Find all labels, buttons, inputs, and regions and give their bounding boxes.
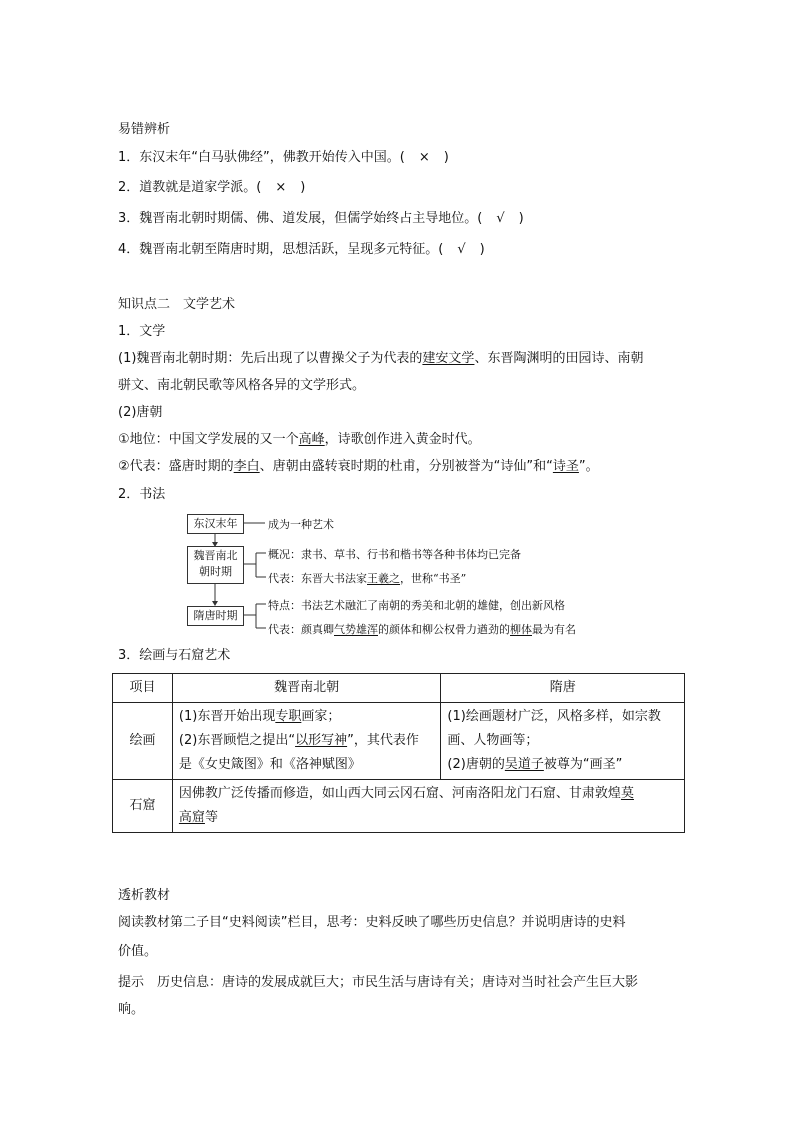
section-title: 知识点二 文学艺术 (118, 297, 236, 312)
cell-grotto: 因佛教广泛传播而修造，如山西大同云冈石窟、河南洛阳龙门石窟、甘肃敦煌莫 高窟等 (172, 780, 684, 833)
wei-jin-literature-line1: (1)魏晋南北朝时期：先后出现了以曹操父子为代表的建安文学、东晋陶渊明的田园诗、南朝 (118, 351, 644, 366)
box1-description: 成为一种艺术 (268, 518, 334, 531)
textbook-title: 透析教材 (118, 888, 171, 903)
box-sui-tang: 隋唐时期 (187, 606, 244, 626)
cell-suitang-painting: (1)绘画题材广泛，风格多样，如宗教 画、人物画等； (2)唐朝的吴道子被尊为“画圣” (441, 703, 685, 780)
table-header: 项目 (113, 674, 173, 703)
cross-mark: × (275, 180, 287, 195)
textbook-answer-line1: 提示 历史信息：唐诗的发展成就巨大；市民生活与唐诗有关；唐诗对当时社会产生巨大影 (118, 975, 639, 990)
errors-title: 易错辨析 (118, 122, 171, 137)
wei-jin-literature-line2: 骈文、南北朝民歌等风格各异的文学形式。 (118, 378, 366, 393)
cell-weijin-painting: (1)东晋开始出现专职画家； (2)东晋顾恺之提出“以形写神”，其代表作 是《女史箴图》和《洛神赋图》 (172, 703, 441, 780)
row-label-painting: 绘画 (113, 703, 173, 780)
textbook-answer-line2: 响。 (118, 1002, 145, 1017)
table-row-grotto (113, 780, 685, 833)
box2-overview: 概况：隶书、草书、行书和楷书等各种书体均已完备 (268, 548, 521, 561)
box2-representative: 代表：东晋大书法家王羲之，世称“书圣” (268, 572, 467, 585)
box3-representative: 代表：颜真卿气势雄浑的颜体和柳公权骨力遒劲的柳体最为有名 (268, 623, 576, 636)
table-row-painting (113, 703, 685, 780)
error-item-3: 3．魏晋南北朝时期儒、佛、道发展，但儒学始终占主导地位。( √ ) (118, 211, 524, 226)
check-mark: √ (457, 242, 466, 257)
tang-representatives: ②代表：盛唐时期的李白、唐朝由盛转衰时期的杜甫，分别被誉为“诗仙”和“诗圣”。 (118, 459, 599, 474)
table-header: 魏晋南北朝 (172, 674, 441, 703)
check-mark: √ (496, 211, 505, 226)
table-header-row (113, 674, 685, 703)
tang-status: ①地位：中国文学发展的又一个高峰，诗歌创作进入黄金时代。 (118, 432, 481, 447)
row-label-grotto: 石窟 (113, 780, 173, 833)
subsection-calligraphy: 2．书法 (118, 487, 166, 502)
textbook-question-line2: 价值。 (118, 944, 158, 959)
box-wei-jin: 魏晋南北 朝时期 (187, 546, 244, 584)
cross-mark: × (418, 150, 430, 165)
textbook-question-line1: 阅读教材第二子目“史料阅读”栏目，思考：史料反映了哪些历史信息？并说明唐诗的史料 (118, 915, 626, 930)
error-item-2: 2．道教就是道家学派。( × ) (118, 180, 306, 195)
error-item-4: 4．魏晋南北朝至隋唐时期，思想活跃，呈现多元特征。( √ ) (118, 242, 485, 257)
subsection-literature: 1．文学 (118, 324, 166, 339)
art-table (112, 673, 685, 833)
tang-heading: (2)唐朝 (118, 405, 163, 420)
table-header: 隋唐 (441, 674, 685, 703)
subsection-painting-grotto: 3．绘画与石窟艺术 (118, 648, 231, 663)
box3-feature: 特点：书法艺术融汇了南朝的秀美和北朝的雄健，创出新风格 (268, 599, 565, 612)
error-item-1: 1．东汉末年“白马驮佛经”，佛教开始传入中国。( × ) (118, 150, 449, 165)
box-eastern-han: 东汉末年 (187, 514, 244, 534)
